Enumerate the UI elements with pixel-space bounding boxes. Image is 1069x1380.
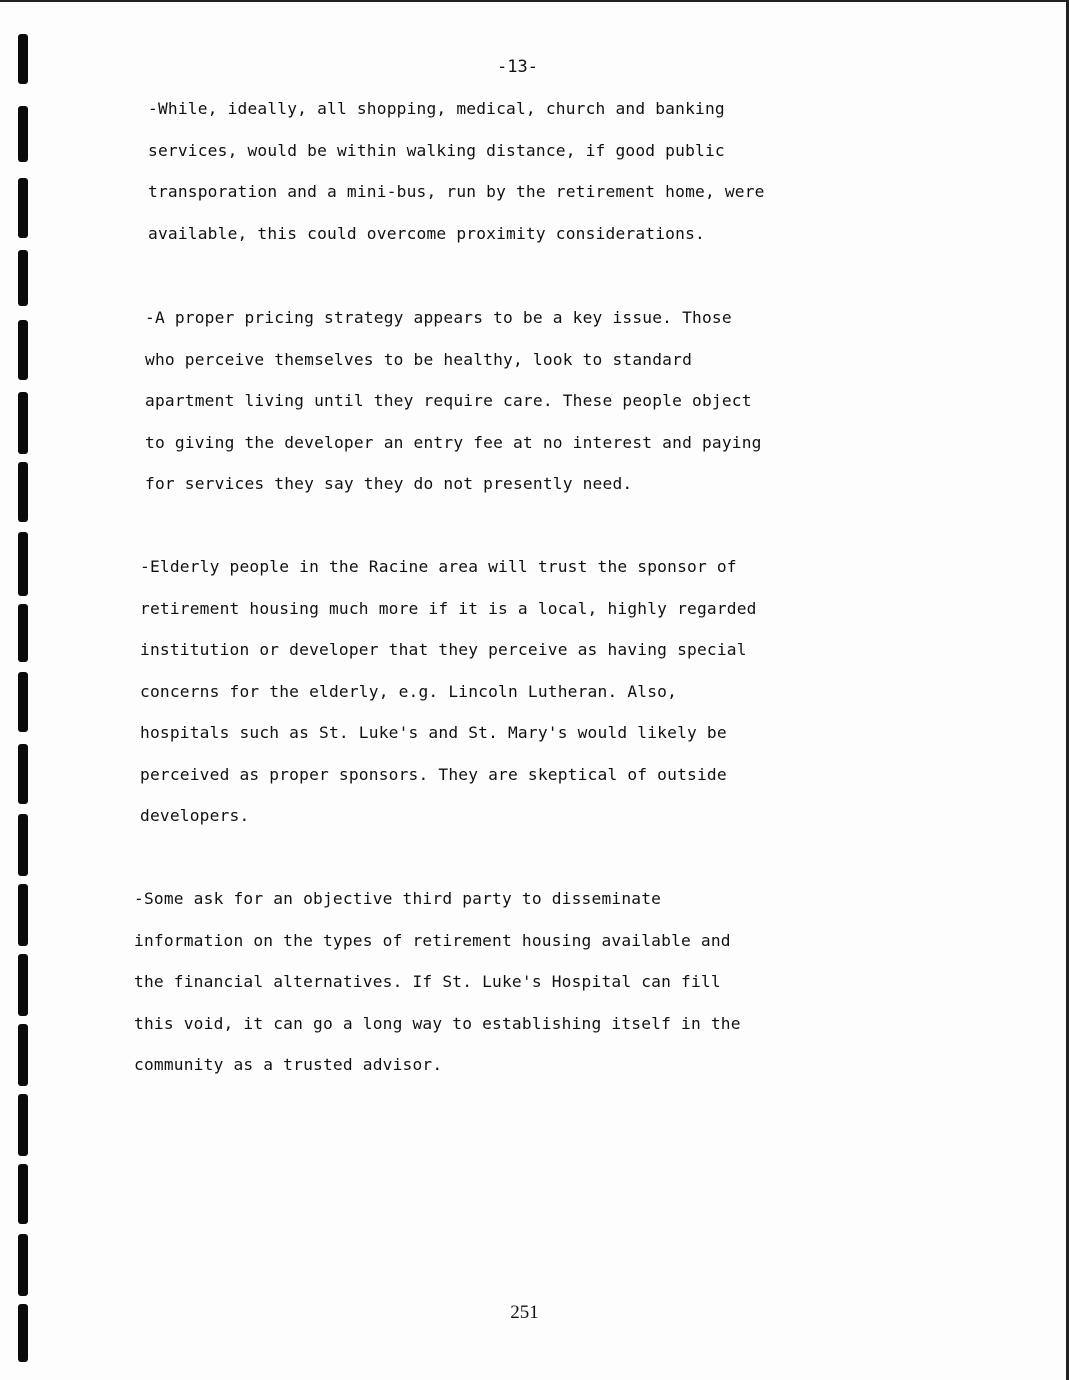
text-line: -Some ask for an objective third party to disseminate <box>134 889 662 908</box>
text-line: -While, ideally, all shopping, medical, church and banking <box>148 99 725 118</box>
binding-mark <box>18 250 28 306</box>
binding-mark <box>18 106 28 162</box>
text-line: for services they say they do not presently need. <box>145 474 633 493</box>
binding-holes <box>8 22 48 1362</box>
text-line: services, would be within walking distance, if good public <box>148 140 725 160</box>
binding-mark <box>18 1094 28 1156</box>
text-line: the financial alternatives. If St. Luke's Hospital can fill <box>134 972 721 991</box>
binding-mark <box>18 532 28 596</box>
text-line: who perceive themselves to be healthy, look to standard <box>145 349 693 369</box>
binding-mark <box>18 1234 28 1296</box>
binding-mark <box>18 392 28 454</box>
text-line: institution or developer that they perceive as having special <box>140 640 747 659</box>
text-line: -A proper pricing strategy appears to be a key issue. Those <box>145 308 732 327</box>
text-line: developers. <box>140 806 250 825</box>
binding-mark <box>18 178 28 238</box>
text-line: available, this could overcome proximity considerations. <box>148 223 705 243</box>
text-line: to giving the developer an entry fee at no interest and paying <box>145 432 762 452</box>
text-line: community as a trusted advisor. <box>134 1055 443 1074</box>
binding-mark <box>18 884 28 946</box>
binding-mark <box>18 672 28 732</box>
text-line: perceived as proper sponsors. They are skeptical of outside <box>140 764 727 784</box>
text-line: information on the types of retirement housing available and <box>134 930 731 950</box>
binding-mark <box>18 814 28 876</box>
text-line: concerns for the elderly, e.g. Lincoln Lutheran. Also, <box>140 681 678 701</box>
text-line: this void, it can go a long way to establishing itself in the <box>134 1013 741 1033</box>
binding-mark <box>18 954 28 1016</box>
binding-mark <box>18 744 28 804</box>
text-line: retirement housing much more if it is a local, highly regarded <box>140 598 757 618</box>
paragraph-third-party <box>134 878 741 1086</box>
paragraph-pricing-strategy <box>145 297 762 505</box>
paragraph-walking-distance <box>148 88 765 254</box>
text-line: apartment living until they require care. These people object <box>145 391 752 410</box>
binding-mark <box>18 1164 28 1224</box>
binding-mark <box>18 604 28 662</box>
text-line: -Elderly people in the Racine area will trust the sponsor of <box>140 557 737 576</box>
text-line: hospitals such as St. Luke's and St. Mary's would likely be <box>140 723 727 742</box>
binding-mark <box>18 320 28 380</box>
paragraph-trusted-sponsor <box>140 546 757 837</box>
text-line: transporation and a mini-bus, run by the retirement home, were <box>148 182 765 201</box>
binding-mark <box>18 1024 28 1086</box>
page-number-top: -13- <box>497 57 538 77</box>
page-number-bottom: 251 <box>510 1302 539 1323</box>
binding-mark <box>18 462 28 522</box>
